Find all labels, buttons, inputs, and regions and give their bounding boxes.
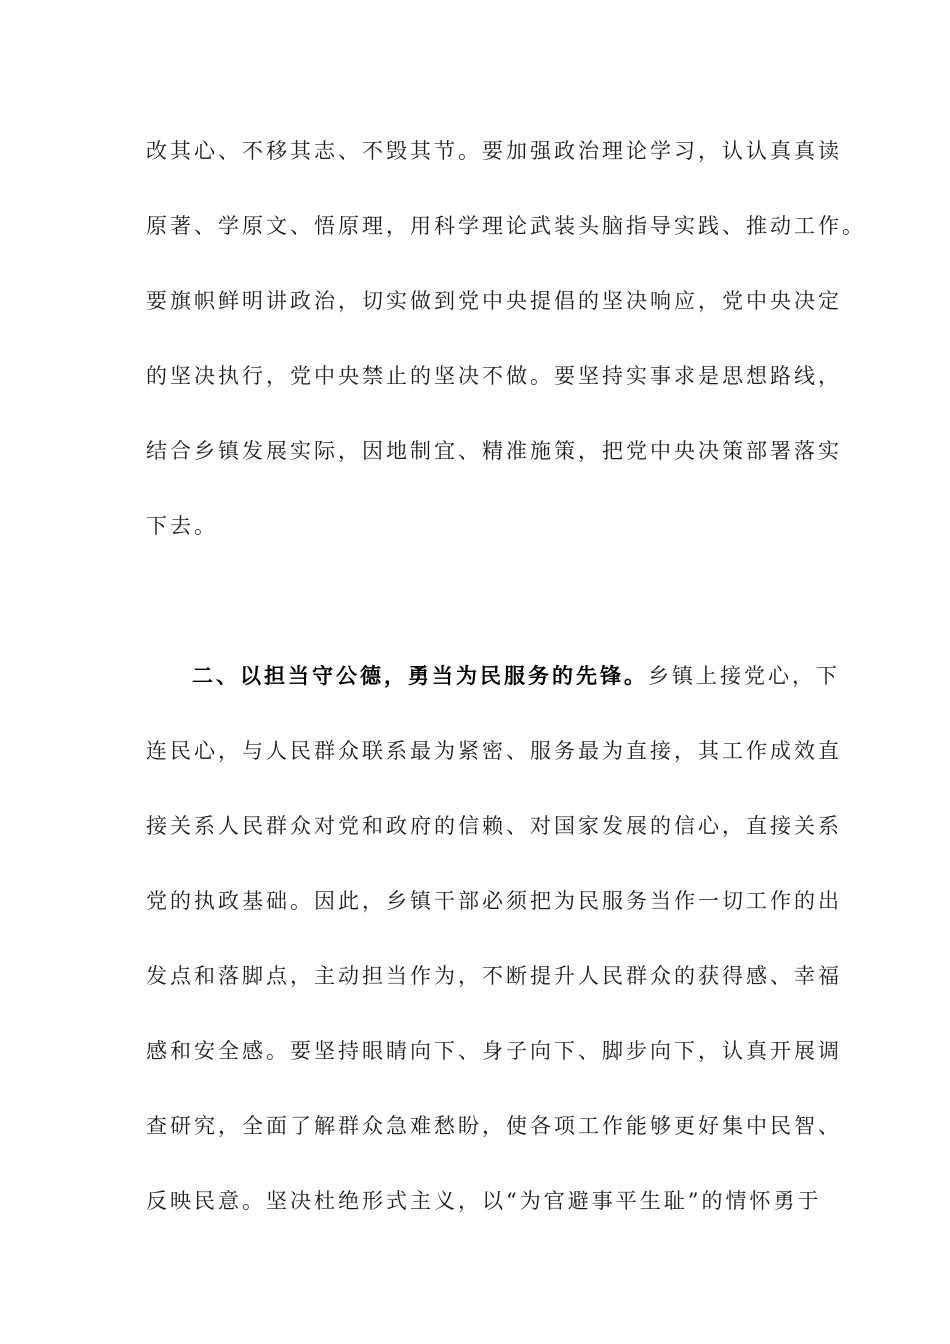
text-line: 反映民意。坚决杜绝形式主义，以“为官避事平生耻”的情怀勇于 [146, 1189, 822, 1213]
paragraph-2 [146, 656, 842, 1256]
text-line: 查研究，全面了解群众急难愁盼，使各项工作能够更好集中民智、 [146, 1114, 842, 1138]
text-line: 连民心，与人民群众联系最为紧密、服务最为直接，其工作成效直 [146, 739, 842, 763]
body-text [146, 131, 866, 1256]
text-line: 发点和落脚点，主动担当作为，不断提升人民群众的获得感、幸福 [146, 964, 842, 988]
text-line: 党的执政基础。因此，乡镇干部必须把为民服务当作一切工作的出 [146, 889, 842, 913]
text-line: 的坚决执行，党中央禁止的坚决不做。要坚持实事求是思想路线， [146, 364, 842, 388]
text-line: 原著、学原文、悟原理，用科学理论武装头脑指导实践、推动工作。 [146, 214, 866, 238]
heading-continuation: 乡镇上接党心，下 [648, 664, 840, 688]
text-line: 结合乡镇发展实际，因地制宜、精准施策，把党中央决策部署落实 [146, 439, 842, 463]
text-line: 接关系人民群众对党和政府的信赖、对国家发展的信心，直接关系 [146, 814, 842, 838]
paragraph-spacer [146, 581, 806, 656]
text-line: 感和安全感。要坚持眼睛向下、身子向下、脚步向下，认真开展调 [146, 1039, 842, 1063]
text-line: 要旗帜鲜明讲政治，切实做到党中央提倡的坚决响应，党中央决定 [146, 289, 842, 313]
text-line-first [146, 656, 840, 731]
text-line: 改其心、不移其志、不毁其节。要加强政治理论学习，认认真真读 [146, 139, 842, 163]
text-line: 下去。 [146, 514, 218, 538]
section-heading: 二、以担当守公德，勇当为民服务的先锋。 [192, 663, 648, 688]
paragraph-1 [146, 131, 866, 581]
